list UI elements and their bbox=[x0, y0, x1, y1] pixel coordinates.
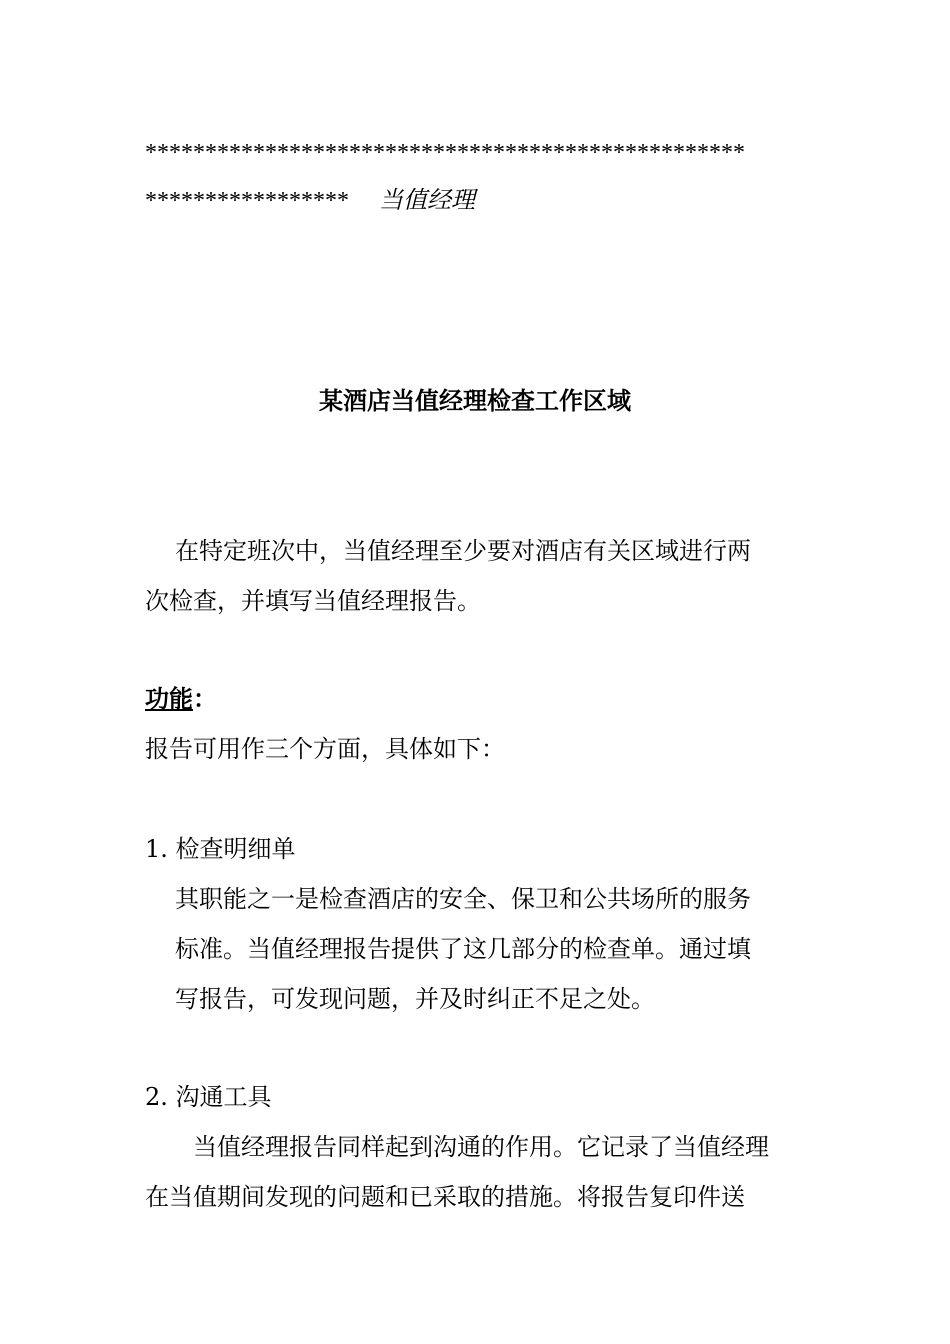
functions-summary: 报告可用作三个方面，具体如下： bbox=[145, 735, 505, 763]
item-2-title: 2. 沟通工具 bbox=[145, 1083, 272, 1111]
item-1-title: 1. 检查明细单 bbox=[145, 835, 296, 863]
intro-line-2: 次检查，并填写当值经理报告。 bbox=[145, 587, 481, 615]
intro-line-1: 在特定班次中，当值经理至少要对酒店有关区域进行两 bbox=[175, 537, 751, 565]
functions-heading-colon: ： bbox=[193, 684, 217, 713]
item-1-line-1: 其职能之一是检查酒店的安全、保卫和公共场所的服务 bbox=[175, 885, 751, 913]
item-2-line-2: 在当值期间发现的问题和已采取的措施。将报告复印件送 bbox=[145, 1183, 745, 1211]
header-stars-line-2 bbox=[145, 186, 475, 216]
header-stars-line-1: ************************************************** bbox=[145, 140, 745, 166]
header-stars: ***************** bbox=[145, 188, 349, 214]
document-title: 某酒店当值经理检查工作区域 bbox=[319, 386, 631, 415]
header-role: 当值经理 bbox=[379, 188, 475, 214]
item-2-line-1: 当值经理报告同样起到沟通的作用。它记录了当值经理 bbox=[193, 1133, 769, 1161]
functions-heading bbox=[145, 684, 217, 714]
item-1-line-3: 写报告，可发现问题，并及时纠正不足之处。 bbox=[175, 985, 655, 1013]
item-1-line-2: 标准。当值经理报告提供了这几部分的检查单。通过填 bbox=[175, 935, 751, 963]
functions-heading-text: 功能 bbox=[145, 684, 193, 713]
